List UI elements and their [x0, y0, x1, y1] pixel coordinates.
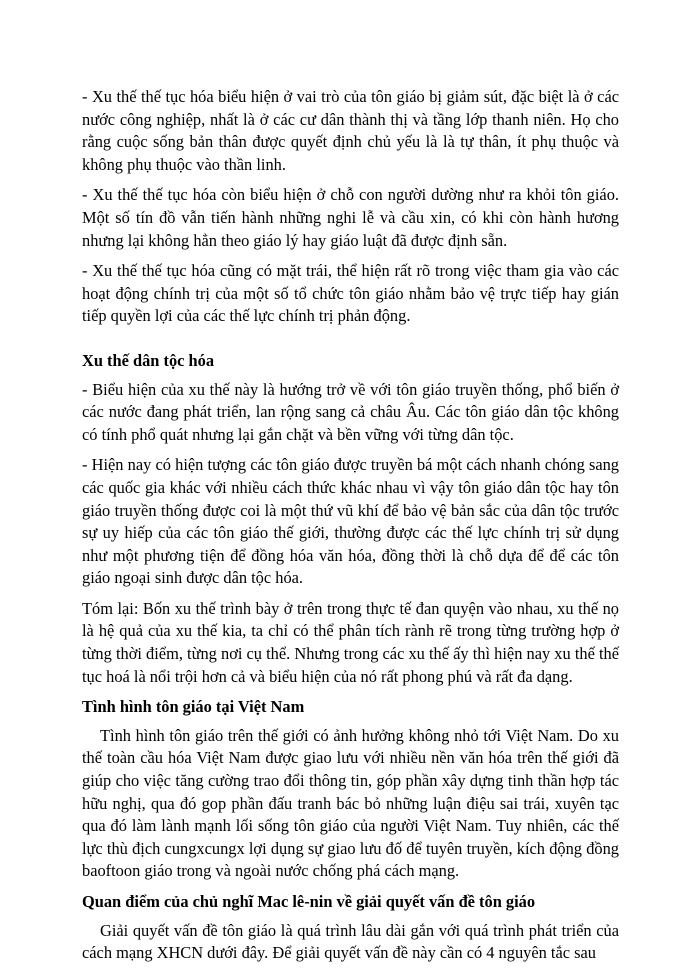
heading-vietnam-situation: Tình hình tôn giáo tại Việt Nam	[82, 697, 305, 717]
paragraph-vietnam-situation: Tình hình tôn giáo trên thế giới có ảnh hưởng không nhỏ tới Việt Nam. Do xu thế toàn cầu hóa Việt Nam được giao lưu với nhiều nền văn hóa trên thế giới đã giúp cho việc tăng cường trao đổi thông tin, góp phần xây dựng tinh thần hợp tác hữu nghị, qua đó gop phần đấu tranh bác bỏ những luận điệu sai trái, xuyên tạc qua đó làm lành mạnh lối sống tôn giáo của người Việt Nam. Tuy nhiên, các thế lực thù địch cungxcungx lợi dụng sự giao lưu đố để tuyên truyền, kích động đồng baoftoon giáo trong và ngoài nước chống phá cách mạng.	[82, 725, 619, 881]
document-page	[82, 86, 619, 973]
paragraph-nationalization-current: - Hiện nay có hiện tượng các tôn giáo được truyền bá một cách nhanh chóng sang các quốc gia khác với nhiều cách thức khác nhau vì vậy tôn giáo dân tộc hay tôn giáo truyền thống được coi là một thứ vũ khí để bảo vệ bản sắc của dân tộc trước sự uy hiếp của các tôn giáo thế giới, thường được các thế lực chính trị sử dụng như một phương tiện để đồng hóa văn hóa, đồng thời là chỗ dựa để để các tôn giáo ngoại sinh được dân tộc hóa.	[82, 455, 619, 588]
paragraph-summary: Tóm lại: Bốn xu thế trình bày ở trên trong thực tế đan quyện vào nhau, xu thế nọ là hệ quả của xu thế kia, ta chỉ có thể phân tích rành rẽ trong từng trường hợp ở từng thời điểm, từng nơi cụ thể. Nhưng trong các xu thế ấy thì hiện nay xu thế thế tục hoá là nổi trội hơn cả và biểu hiện của nó rất phong phú và rất đa dạng.	[82, 598, 619, 686]
paragraph-marxist-view: Giải quyết vấn đề tôn giáo là quá trình lâu dài gắn với quá trình phát triển của cách mạng XHCN dưới đây. Để giải quyết vấn đề này cần có 4 nguyên tắc sau	[82, 920, 619, 963]
paragraph-secularization-role: - Xu thế thế tục hóa biểu hiện ở vai trò của tôn giáo bị giảm sút, đặc biệt là ở các nước công nghiệp, nhất là ở các cư dân thành thị và tầng lớp thanh niên. Họ cho rằng cuộc sống bản thân được quyết định chủ yếu là là tự thân, ít phụ thuộc và không phụ thuộc vào thần linh.	[82, 87, 619, 174]
paragraph-secularization-leaving: - Xu thế thế tục hóa còn biểu hiện ở chỗ con người dường như ra khỏi tôn giáo. Một số tín đồ vẫn tiến hành những nghi lễ và cầu xin, có khi còn hành hương nhưng lại không hẳn theo giáo lý hay giáo luật đã được định sẵn.	[82, 185, 619, 250]
paragraph-secularization-downside: - Xu thế thế tục hóa cũng có mặt trái, thể hiện rất rõ trong việc tham gia vào các hoạt động chính trị của một số tổ chức tôn giáo nhằm bảo vệ trực tiếp hay gián tiếp quyền lợi của các thế lực chính trị phản động.	[82, 261, 619, 326]
section-spacer	[82, 336, 619, 350]
heading-nationalization: Xu thế dân tộc hóa	[82, 350, 215, 370]
paragraph-nationalization-expression: - Biểu hiện của xu thế này là hướng trở về với tôn giáo truyền thống, phổ biến ở các nước đang phát triển, lan rộng sang cả châu Âu. Các tôn giáo dân tộc không có tính phổ quát nhưng lại gắn chặt và bền vững với từng dân tộc.	[82, 379, 619, 444]
heading-marxist-view: Quan điểm của chủ nghĩ Mac lê-nin về giải quyết vấn đề tôn giáo	[82, 892, 536, 911]
